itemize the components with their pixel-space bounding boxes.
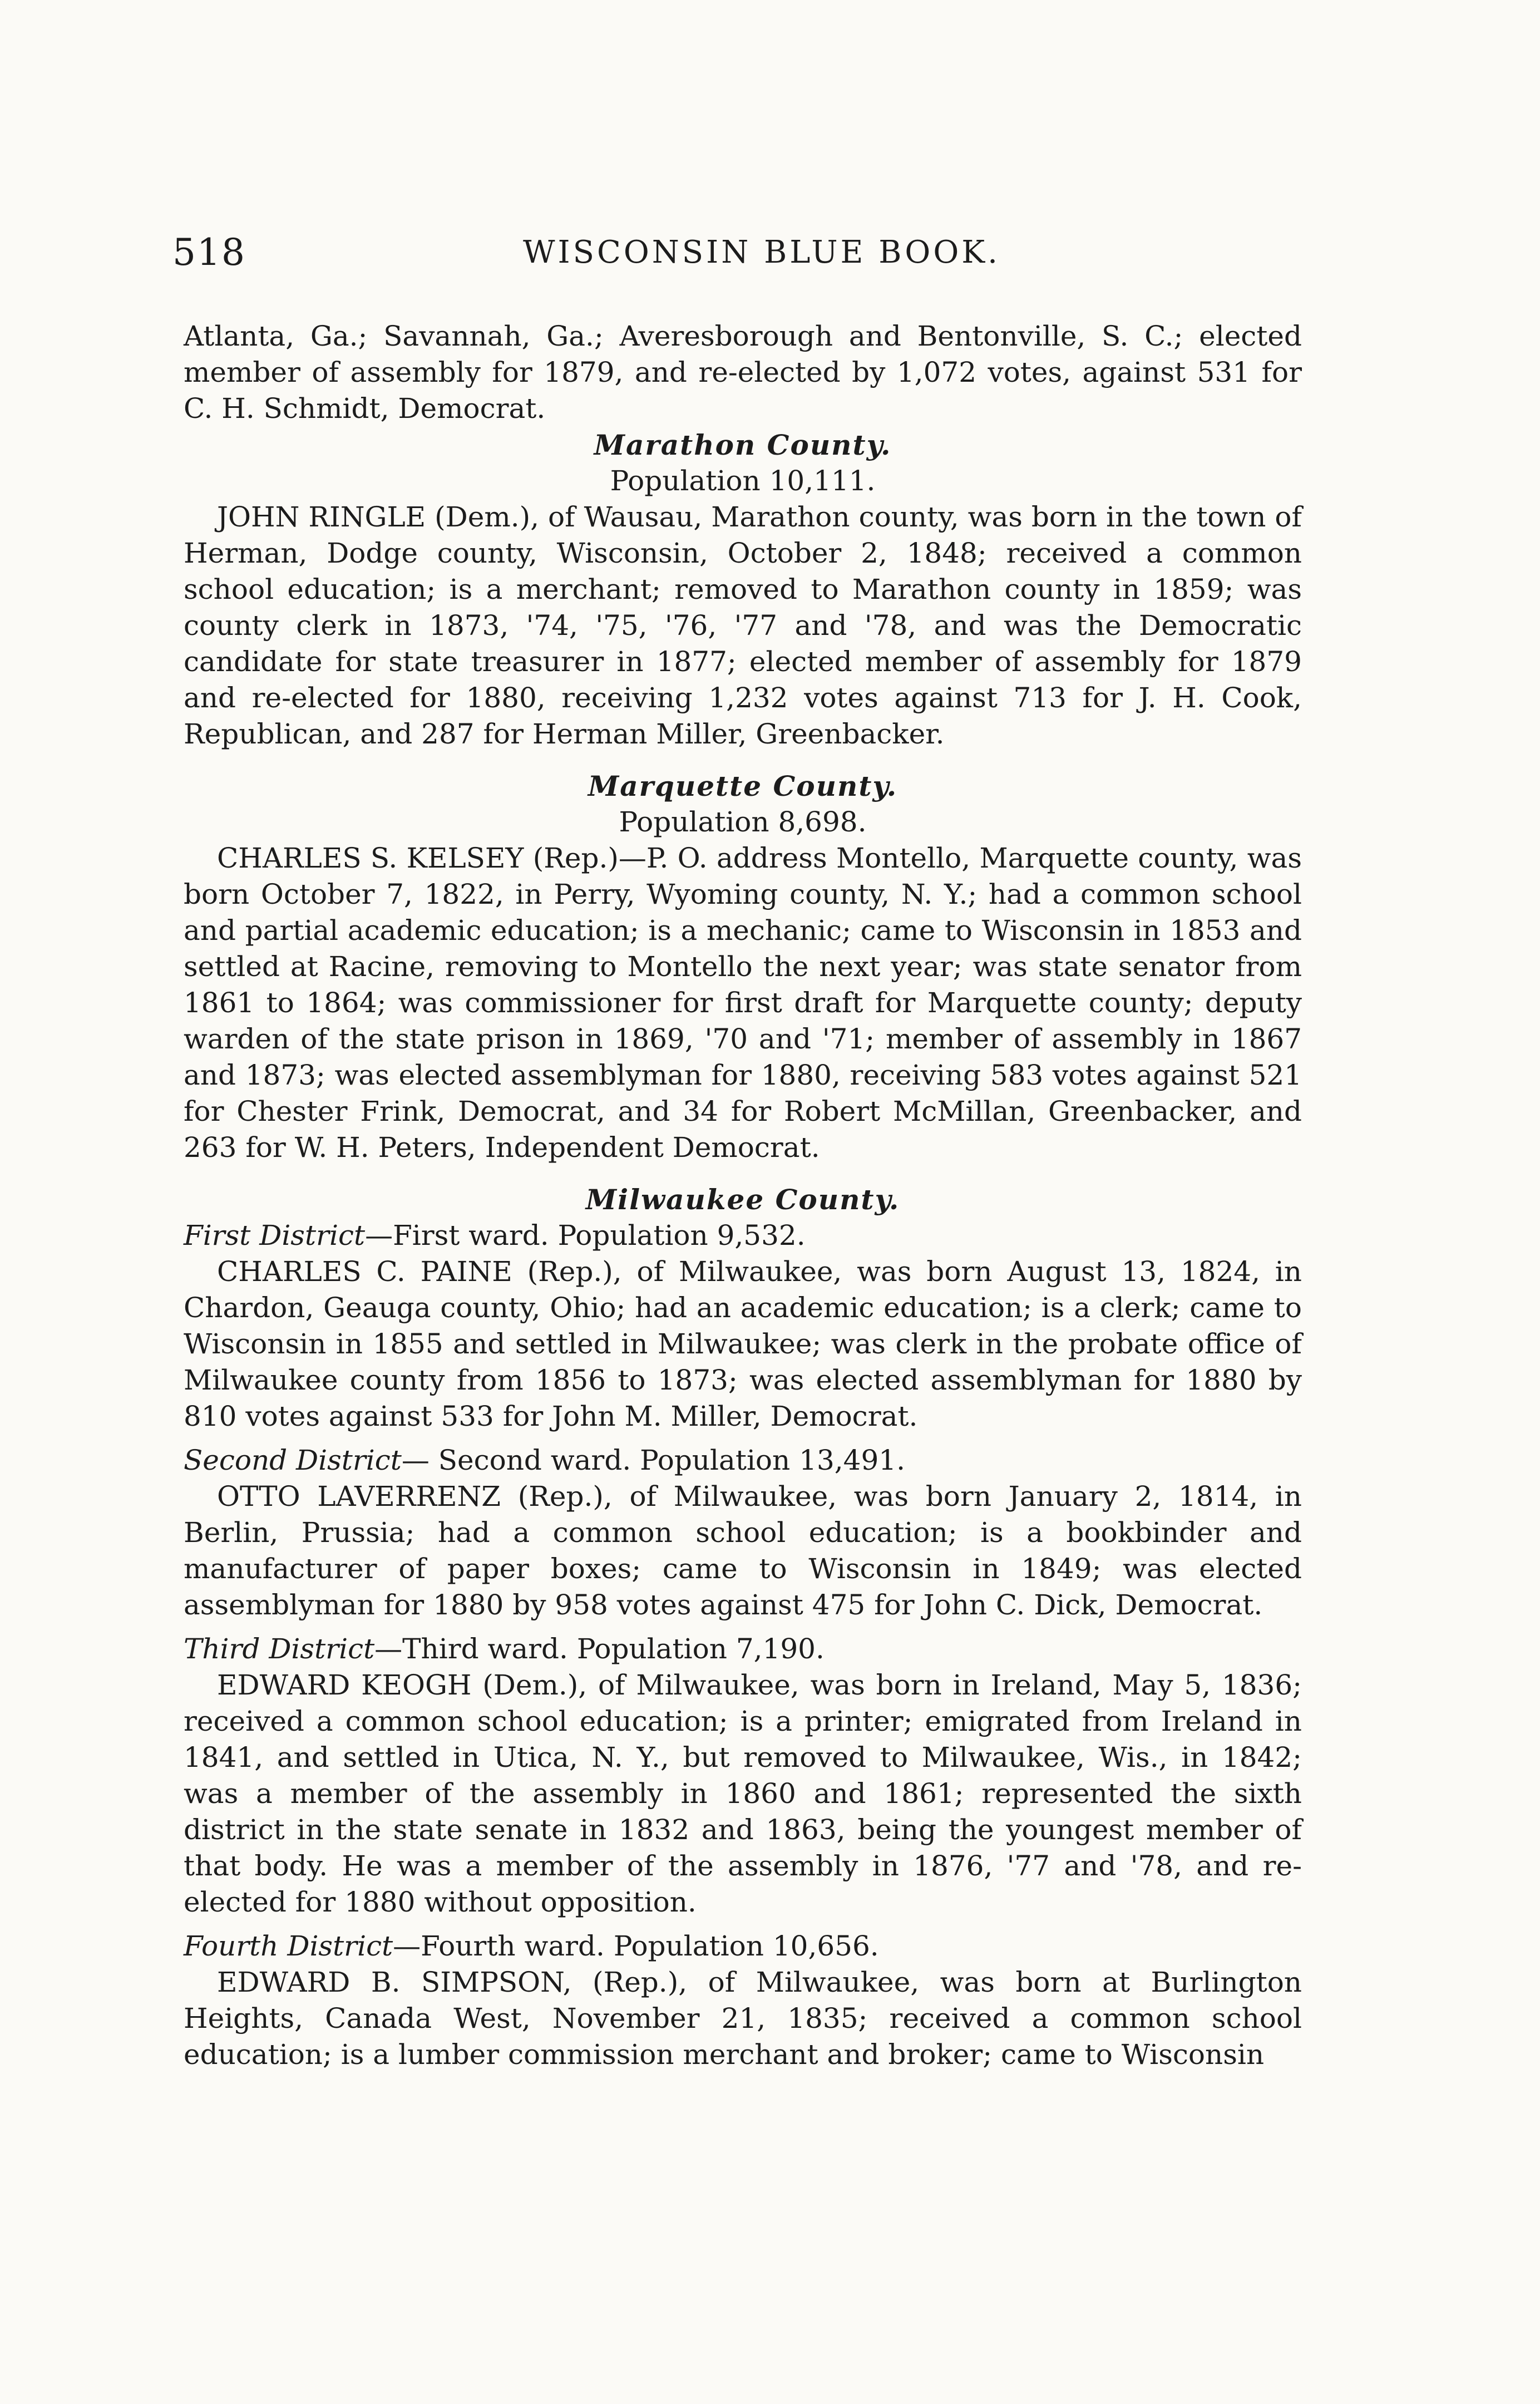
- district-line-first: [184, 1218, 1302, 1254]
- population-marquette: Population 8,698.: [619, 806, 867, 838]
- district-ward: —Third ward. Population 7,190.: [374, 1633, 825, 1665]
- district-ward: — Second ward. Population 13,491.: [401, 1444, 905, 1476]
- population-marathon: Population 10,111.: [610, 465, 876, 497]
- county-heading-marquette: Marquette County.: [588, 770, 898, 802]
- biography-edward-keogh: EDWARD KEOGH (Dem.), of Milwaukee, was born in Ireland, May 5, 1836; received a common school education; is a printer; emigrated from Ireland in 1841, and settled in Utica, N. Y., but removed to Milwaukee, Wis., in 1842; was a member of the assembly in 1860 and 1861; represented the sixth district in the state senate in 1832 and 1863, being the youngest member of that body. He was a member of the assembly in 1876, '77 and '78, and re-elected for 1880 without opposition.: [184, 1669, 1302, 1918]
- page-number: 518: [172, 231, 246, 274]
- county-heading-marathon: Marathon County.: [594, 428, 892, 461]
- biography-otto-laverrenz: OTTO LAVERRENZ (Rep.), of Milwaukee, was born January 2, 1814, in Berlin, Prussia; had a common school education; is a bookbinder and manufacturer of paper boxes; came to Wisconsin in 1849; was elected assemblyman for 1880 by 958 votes against 475 for John C. Dick, Democrat.: [184, 1480, 1302, 1621]
- biography-charles-paine: CHARLES C. PAINE (Rep.), of Milwaukee, was born August 13, 1824, in Chardon, Geauga county, Ohio; had an academic education; is a clerk; came to Wisconsin in 1855 and settled in Milwaukee; was clerk in the probate office of Milwaukee county from 1856 to 1873; was elected assemblyman for 1880 by 810 votes against 533 for John M. Miller, Democrat.: [184, 1255, 1302, 1432]
- district-ward: —Fourth ward. Population 10,656.: [393, 1930, 879, 1962]
- district-ward: —First ward. Population 9,532.: [365, 1219, 806, 1252]
- county-heading-milwaukee: Milwaukee County.: [585, 1183, 900, 1216]
- page-body: [184, 318, 1302, 2073]
- continuation-paragraph: Atlanta, Ga.; Savannah, Ga.; Averesborough and Bentonville, S. C.; elected member of assembly for 1879, and re-elected by 1,072 votes, against 531 for C. H. Schmidt, Democrat.: [184, 320, 1302, 425]
- district-line-third: [184, 1631, 1302, 1667]
- page-header: [172, 231, 1307, 298]
- district-line-fourth: [184, 1928, 1302, 1964]
- running-title: WISCONSIN BLUE BOOK.: [523, 234, 1000, 270]
- biography-charles-kelsey: CHARLES S. KELSEY (Rep.)—P. O. address Montello, Marquette county, was born October 7, 1822, in Perry, Wyoming county, N. Y.; had a common school and partial academic education; is a mechanic; came to Wisconsin in 1853 and settled at Racine, removing to Montello the next year; was state senator from 1861 to 1864; was commissioner for first draft for Marquette county; deputy warden of the state prison in 1869, '70 and '71; member of assembly in 1867 and 1873; was elected assemblyman for 1880, receiving 583 votes against 521 for Chester Frink, Democrat, and 34 for Robert McMillan, Greenbacker, and 263 for W. H. Peters, Independent Democrat.: [184, 842, 1302, 1164]
- district-line-second: [184, 1442, 1302, 1479]
- biography-john-ringle: JOHN RINGLE (Dem.), of Wausau, Marathon county, was born in the town of Herman, Dodge county, Wisconsin, October 2, 1848; received a common school education; is a merchant; removed to Marathon county in 1859; was county clerk in 1873, '74, '75, '76, '77 and '78, and was the Democratic candidate for state treasurer in 1877; elected member of assembly for 1879 and re-elected for 1880, receiving 1,232 votes against 713 for J. H. Cook, Republican, and 287 for Herman Miller, Greenbacker.: [184, 501, 1302, 750]
- biography-edward-simpson: EDWARD B. SIMPSON, (Rep.), of Milwaukee, was born at Burlington Heights, Canada West, November 21, 1835; received a common school education; is a lumber commission merchant and broker; came to Wisconsin: [184, 1966, 1302, 2071]
- district-name: Fourth District: [184, 1930, 393, 1962]
- district-name: Second District: [184, 1444, 402, 1476]
- district-name: First District: [184, 1219, 366, 1252]
- district-name: Third District: [184, 1633, 375, 1665]
